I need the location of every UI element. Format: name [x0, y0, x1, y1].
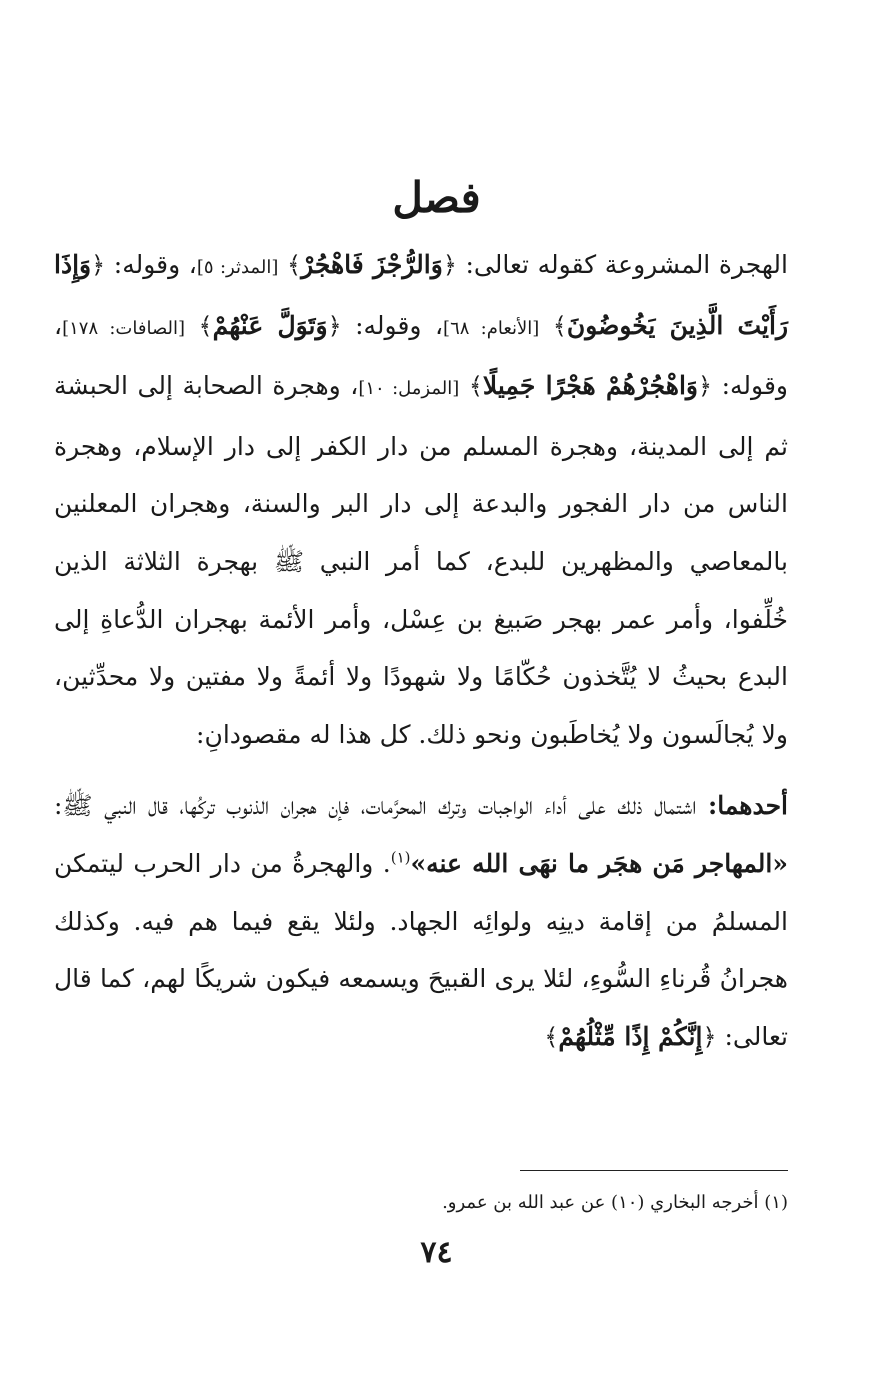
text-span: ، وهجرة الصحابة إلى الحبشة ثم إلى المدينة، وهجرة المسلم من دار الكفر إلى دار الإسلام، وهجرة الناس من دار الفجور والبدعة إلى دار البر والسنة، وهجران المعلنين بالمعاصي والمظهرين للبدع، كما أمر النبي ﷺ بهجرة الثلاثة الذين خُلِّفوا، وأمر عمر بهجر صَبيغ بن عِسْل، وأمر الأئمة بهجران الدُّعاةِ إلى البدع بحيثُ لا يُتَّخذون حُكّامًا ولا شهودًا ولا أئمةً ولا مفتين ولا محدِّثين، ولا يُجالَسون ولا يُخاطَبون ونحو ذلك. كل هذا له مقصودانِ: — [54, 371, 788, 749]
footnote — [188, 1188, 788, 1218]
page-number: ٧٤ — [420, 1235, 453, 1270]
hadith-quote: «المهاجر مَن هجَر ما نهَى الله عنه» — [410, 848, 788, 878]
footnote-ref: (١) — [390, 848, 411, 867]
verse-reference: [المزمل: ١٠] — [358, 378, 460, 400]
quran-verse: وَالرُّجْزَ فَاهْجُرْ — [301, 250, 443, 279]
quran-verse: وَإِذَا رَأَيْتَ الَّذِينَ يَخُوضُونَ — [54, 250, 789, 340]
ornate-bracket-close: ﴾ — [468, 372, 483, 401]
footnote-text: أخرجه البخاري (١٠) عن عبد الله بن عمرو. — [442, 1192, 759, 1213]
lead-word: أحدهما: — [707, 791, 788, 821]
text-span: الهجرة المشروعة كقوله تعالى: — [456, 250, 788, 279]
ornate-bracket-open: ﴿ — [327, 311, 342, 340]
paragraph-1 — [54, 236, 788, 763]
body-text — [54, 236, 788, 1066]
ornate-bracket-close: ﴾ — [198, 311, 213, 340]
section-heading: فصل — [392, 173, 481, 223]
footnote-divider — [520, 1170, 788, 1171]
text-span: ، وقوله: — [341, 310, 444, 340]
quran-verse: وَاهْجُرْهُمْ هَجْرًا جَمِيلًا — [482, 371, 698, 401]
text-span: ، وقوله: — [54, 310, 788, 401]
verse-reference: [المدثر: ٥] — [196, 257, 279, 278]
ornate-bracket-open: ﴿ — [702, 1022, 717, 1051]
ornate-bracket-open: ﴿ — [697, 372, 713, 401]
quran-verse: إِنَّكُمْ إِذًا مِّثْلُهُمْ — [558, 1021, 703, 1051]
ornate-bracket-close: ﴾ — [287, 251, 302, 279]
text-span: اشتمال ذلك على أداء الواجبات وترك المحرَّمات، فإن هجران الذنوب تركُها، قال النبي ﷺ: — [54, 791, 708, 821]
ornate-bracket-close: ﴾ — [552, 311, 567, 340]
footnote-marker: (١) — [764, 1192, 788, 1213]
ornate-bracket-close: ﴾ — [544, 1022, 559, 1051]
text-span: ، وقوله: — [105, 250, 197, 279]
paragraph-2 — [54, 777, 788, 1066]
text-span: . والهجرةُ من دار الحرب ليتمكن المسلمُ من إقامة دينِه ولوائِه الجهاد. ولئلا يقع فيما هم فيه. وكذلك هجرانُ قُرناءِ السُّوءِ، لئلا يرى القبيحَ ويسمعه فيكون شريكًا لهم، كما قال تعالى: — [54, 848, 788, 1051]
verse-reference: [الأنعام: ٦٨] — [443, 317, 540, 339]
ornate-bracket-open: ﴿ — [442, 251, 457, 279]
quran-verse: وَتَوَلَّ عَنْهُمْ — [212, 310, 328, 340]
ornate-bracket-open: ﴿ — [91, 251, 106, 279]
verse-reference: [الصافات: ١٧٨] — [62, 317, 186, 339]
